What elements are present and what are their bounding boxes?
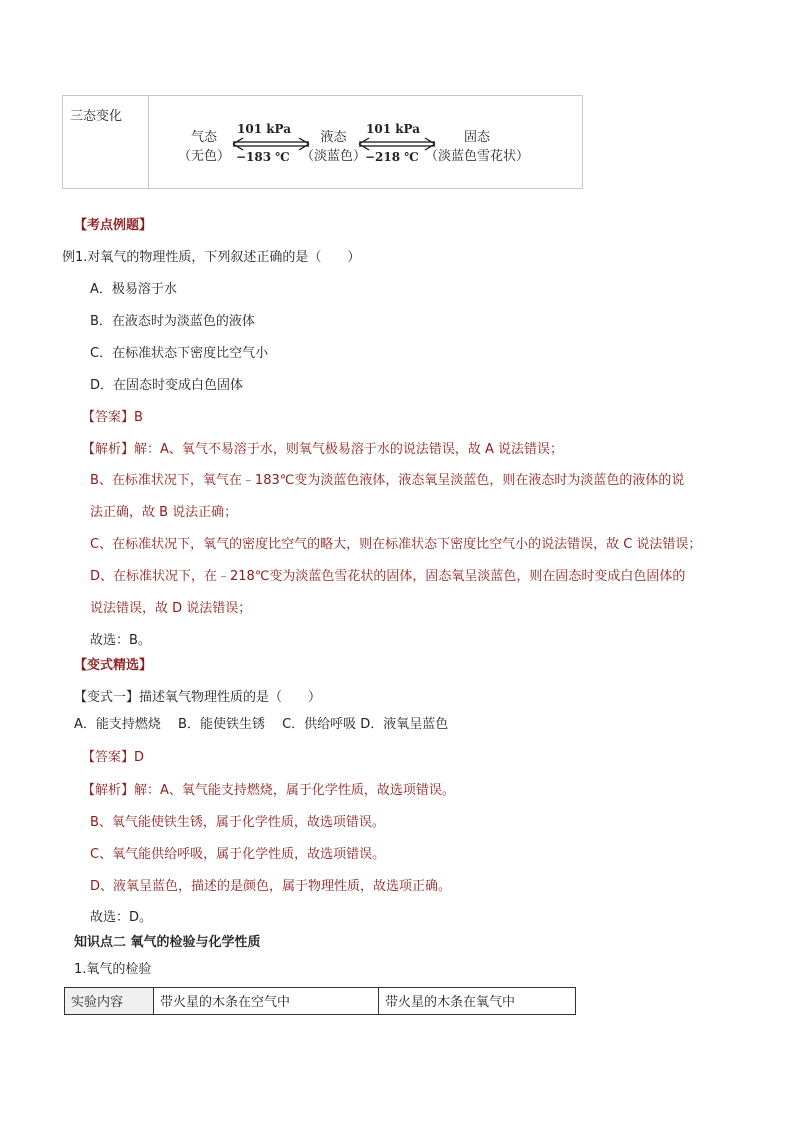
variant1-analysis-line: B、氧气能使铁生锈，属于化学性质，故选项错误。 <box>90 815 385 830</box>
states-table <box>62 95 583 189</box>
oxygen-test-table <box>64 987 576 1015</box>
example1-analysis-line: 说法错误，故 D 说法错误； <box>90 601 252 616</box>
section-variants: 【变式精选】 <box>74 658 153 673</box>
example1-answer: 【答案】B <box>82 410 143 425</box>
cond2-top: 101 kPa <box>366 122 421 136</box>
cond1-top: 101 kPa <box>237 122 292 136</box>
example1-question: 例1.对氧气的物理性质，下列叙述正确的是（ ） <box>62 250 361 265</box>
variant1-analysis-line: 【解析】解：A、氧气能支持燃烧，属于化学性质，故选项错误。 <box>82 783 455 798</box>
double-arrow-1 <box>231 137 311 151</box>
table-header-cell: 带火星的木条在氧气中 <box>385 995 516 1010</box>
example1-analysis-line: D、在标准状况下，在﹣218℃变为淡蓝色雪花状的固体，固态氧呈淡蓝色，则在固态时变成白色固体的 <box>90 569 686 584</box>
cond1-bottom: −183 ℃ <box>236 150 290 164</box>
table-header-cell: 带火星的木条在空气中 <box>154 988 379 1014</box>
variant1-analysis-line: C、氧气能供给呼吸，属于化学性质，故选项错误。 <box>90 847 386 862</box>
knowledge-point-heading: 知识点二 氧气的检验与化学性质 <box>74 935 261 950</box>
state-gas-color: （无色） <box>178 149 231 164</box>
state-solid-color: （淡蓝色雪花状） <box>425 149 530 164</box>
state-solid-label: 固态 <box>464 130 491 145</box>
example1-option-a: A．极易溶于水 <box>90 282 177 297</box>
example1-option-d: D．在固态时变成白色固体 <box>90 378 244 393</box>
state-solid <box>425 126 529 164</box>
state-liquid-label: 液态 <box>320 130 347 145</box>
variant1-conclusion: 故选：D。 <box>90 910 153 925</box>
subheading-oxygen-test: 1.氧气的检验 <box>74 962 152 977</box>
state-liquid-color: （淡蓝色） <box>301 149 367 164</box>
section-examples: 【考点例题】 <box>74 218 153 233</box>
example1-analysis-line: C、在标准状况下，氧气的密度比空气的略大，则在标准状态下密度比空气小的说法错误，故 C 说法错误； <box>90 537 702 552</box>
variant1-analysis-line: D、液氧呈蓝色，描述的是颜色，属于物理性质，故选项正确。 <box>90 879 452 894</box>
example1-option-c: C．在标准状态下密度比空气小 <box>90 346 269 361</box>
variant1-question: 【变式一】描述氧气物理性质的是（ ） <box>74 690 322 705</box>
variant1-answer: 【答案】D <box>82 750 145 765</box>
example1-analysis-line: B、在标准状况下，氧气在﹣183℃变为淡蓝色液体，液态氧呈淡蓝色，则在液态时为淡蓝色的液体的说 <box>90 473 685 488</box>
states-row-label: 三态变化 <box>70 109 123 124</box>
table-header-cell: 实验内容 <box>65 988 154 1014</box>
example1-option-b: B．在液态时为淡蓝色的液体 <box>90 314 255 329</box>
example1-analysis-line: 【解析】解：A、氧气不易溶于水，则氧气极易溶于水的说法错误，故 A 说法错误； <box>82 442 564 457</box>
example1-analysis-line: 法正确，故 B 说法正确； <box>90 505 238 520</box>
states-diagram <box>161 96 581 190</box>
state-gas <box>178 126 230 164</box>
variant1-options: A．能支持燃烧 B．能使铁生锈 C．供给呼吸 D．液氧呈蓝色 <box>74 717 449 732</box>
cond2-bottom: −218 ℃ <box>365 150 419 164</box>
example1-conclusion: 故选：B。 <box>90 633 151 648</box>
table-divider <box>148 96 149 188</box>
state-gas-label: 气态 <box>191 130 218 145</box>
